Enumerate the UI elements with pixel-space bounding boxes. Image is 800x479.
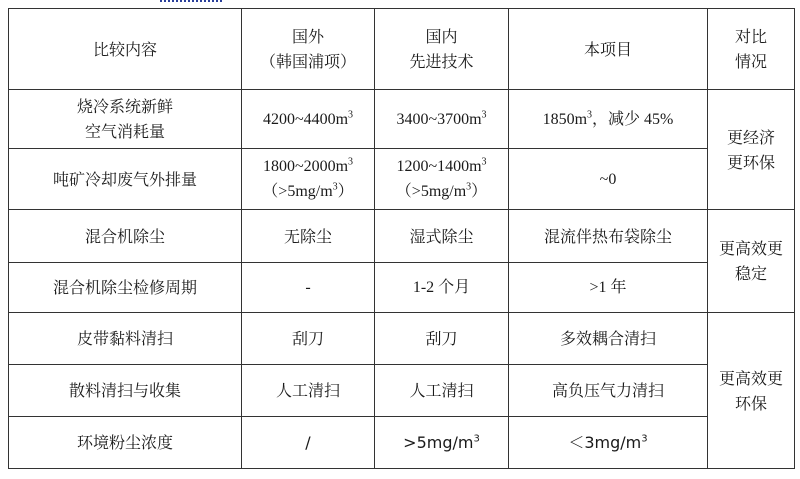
row-spill-project: 高负压气力清扫	[509, 365, 708, 417]
group3-comparison-line2: 环保	[734, 393, 767, 413]
row-mixer-dust-label: 混合机除尘	[9, 210, 242, 263]
row-mixer-cycle-project: >1 年	[509, 263, 708, 313]
row-exhaust-domestic	[375, 149, 509, 210]
superscript-3: 3	[481, 156, 487, 168]
header-domestic	[375, 9, 509, 90]
row-dust-conc-label: 环境粉尘浓度	[9, 417, 242, 469]
group1-comparison	[708, 90, 795, 210]
exhaust-foreign-close: ）	[337, 183, 354, 200]
row-fresh-air-project	[509, 90, 708, 149]
row-mixer-cycle-label: 混合机除尘检修周期	[9, 263, 242, 313]
header-project: 本项目	[509, 9, 708, 90]
superscript-3: 3	[348, 156, 354, 168]
exhaust-foreign-line1	[244, 154, 372, 179]
header-domestic-line1: 国内	[425, 27, 458, 46]
row-exhaust-label: 吨矿冷却废气外排量	[9, 149, 242, 210]
group1-comparison-line1: 更经济	[726, 127, 775, 147]
superscript-3: 3	[641, 433, 648, 445]
table-header-row	[9, 9, 795, 90]
superscript-3: 3	[348, 109, 354, 121]
row-spill-domestic: 人工清扫	[375, 365, 509, 417]
row-mixer-dust-domestic: 湿式除尘	[375, 210, 509, 263]
superscript-3: 3	[587, 109, 593, 121]
fresh-air-project-reduction: ，减少 45%	[592, 110, 674, 128]
group2-comparison	[708, 210, 795, 313]
row-exhaust-foreign	[242, 149, 375, 210]
header-domestic-line2: 先进技术	[409, 52, 474, 71]
superscript-3: 3	[473, 433, 480, 445]
row-fresh-air-foreign	[242, 90, 375, 149]
exhaust-domestic-close: ）	[471, 183, 488, 200]
comparison-table	[8, 8, 795, 469]
header-foreign-line1: 国外	[291, 27, 324, 46]
row-mixer-cycle-domestic: 1-2 个月	[375, 263, 509, 313]
row-dust-conc-project	[509, 417, 708, 469]
exhaust-domestic-line2	[377, 179, 506, 204]
top-dotted-mark	[160, 0, 222, 5]
exhaust-domestic-conc: （>5mg/m	[395, 183, 467, 200]
group2-comparison-line1: 更高效更	[718, 239, 783, 258]
table-row-spill	[9, 365, 795, 417]
row-belt-project: 多效耦合清扫	[509, 313, 708, 365]
superscript-3: 3	[466, 181, 472, 193]
row-fresh-air-label-line1: 烧冷系统新鲜	[76, 97, 173, 116]
fresh-air-domestic-value: 3400~3700m	[396, 110, 482, 128]
row-belt-foreign: 刮刀	[242, 313, 375, 365]
header-foreign-line2: （韩国浦项）	[259, 52, 356, 71]
row-belt-label: 皮带黏料清扫	[9, 313, 242, 365]
row-fresh-air-label-line2: 空气消耗量	[84, 122, 165, 141]
row-dust-conc-domestic	[375, 417, 509, 469]
fresh-air-foreign-value: 4200~4400m	[262, 110, 349, 128]
exhaust-foreign-conc: （>5mg/m	[262, 183, 333, 200]
header-comparison	[708, 9, 795, 90]
exhaust-foreign-line2	[244, 179, 372, 204]
group1-comparison-line2: 更环保	[726, 152, 775, 172]
dust-conc-domestic-value: >5mg/m	[403, 433, 474, 452]
row-mixer-dust-foreign: 无除尘	[242, 210, 375, 263]
dust-conc-project-value: ＜3mg/m	[568, 433, 642, 452]
superscript-3: 3	[481, 109, 487, 121]
table-row-dust-concentration	[9, 417, 795, 469]
fresh-air-project-value: 1850m	[542, 110, 588, 128]
superscript-3: 3	[332, 181, 338, 193]
group3-comparison-line1: 更高效更	[718, 368, 783, 388]
exhaust-foreign-volume: 1800~2000m	[262, 158, 349, 175]
table-row-belt	[9, 313, 795, 365]
row-exhaust-project: ~0	[509, 149, 708, 210]
table-row-exhaust	[9, 149, 795, 210]
exhaust-domestic-line1	[377, 154, 506, 179]
row-fresh-air-label	[9, 90, 242, 149]
header-comparison-line1: 对比	[734, 27, 767, 46]
row-mixer-cycle-foreign: -	[242, 263, 375, 313]
table-row-fresh-air	[9, 90, 795, 149]
header-foreign	[242, 9, 375, 90]
row-spill-foreign: 人工清扫	[242, 365, 375, 417]
row-mixer-dust-project: 混流伴热布袋除尘	[509, 210, 708, 263]
table-row-mixer-dust	[9, 210, 795, 263]
row-fresh-air-domestic	[375, 90, 509, 149]
group3-comparison	[708, 313, 795, 469]
row-belt-domestic: 刮刀	[375, 313, 509, 365]
header-comparison-line2: 情况	[734, 52, 767, 71]
group2-comparison-line2: 稳定	[734, 264, 767, 283]
row-dust-conc-foreign: /	[242, 417, 375, 469]
header-compare-item: 比较内容	[9, 9, 242, 90]
row-spill-label: 散料清扫与收集	[9, 365, 242, 417]
table-row-mixer-cycle	[9, 263, 795, 313]
exhaust-domestic-volume: 1200~1400m	[396, 158, 482, 175]
